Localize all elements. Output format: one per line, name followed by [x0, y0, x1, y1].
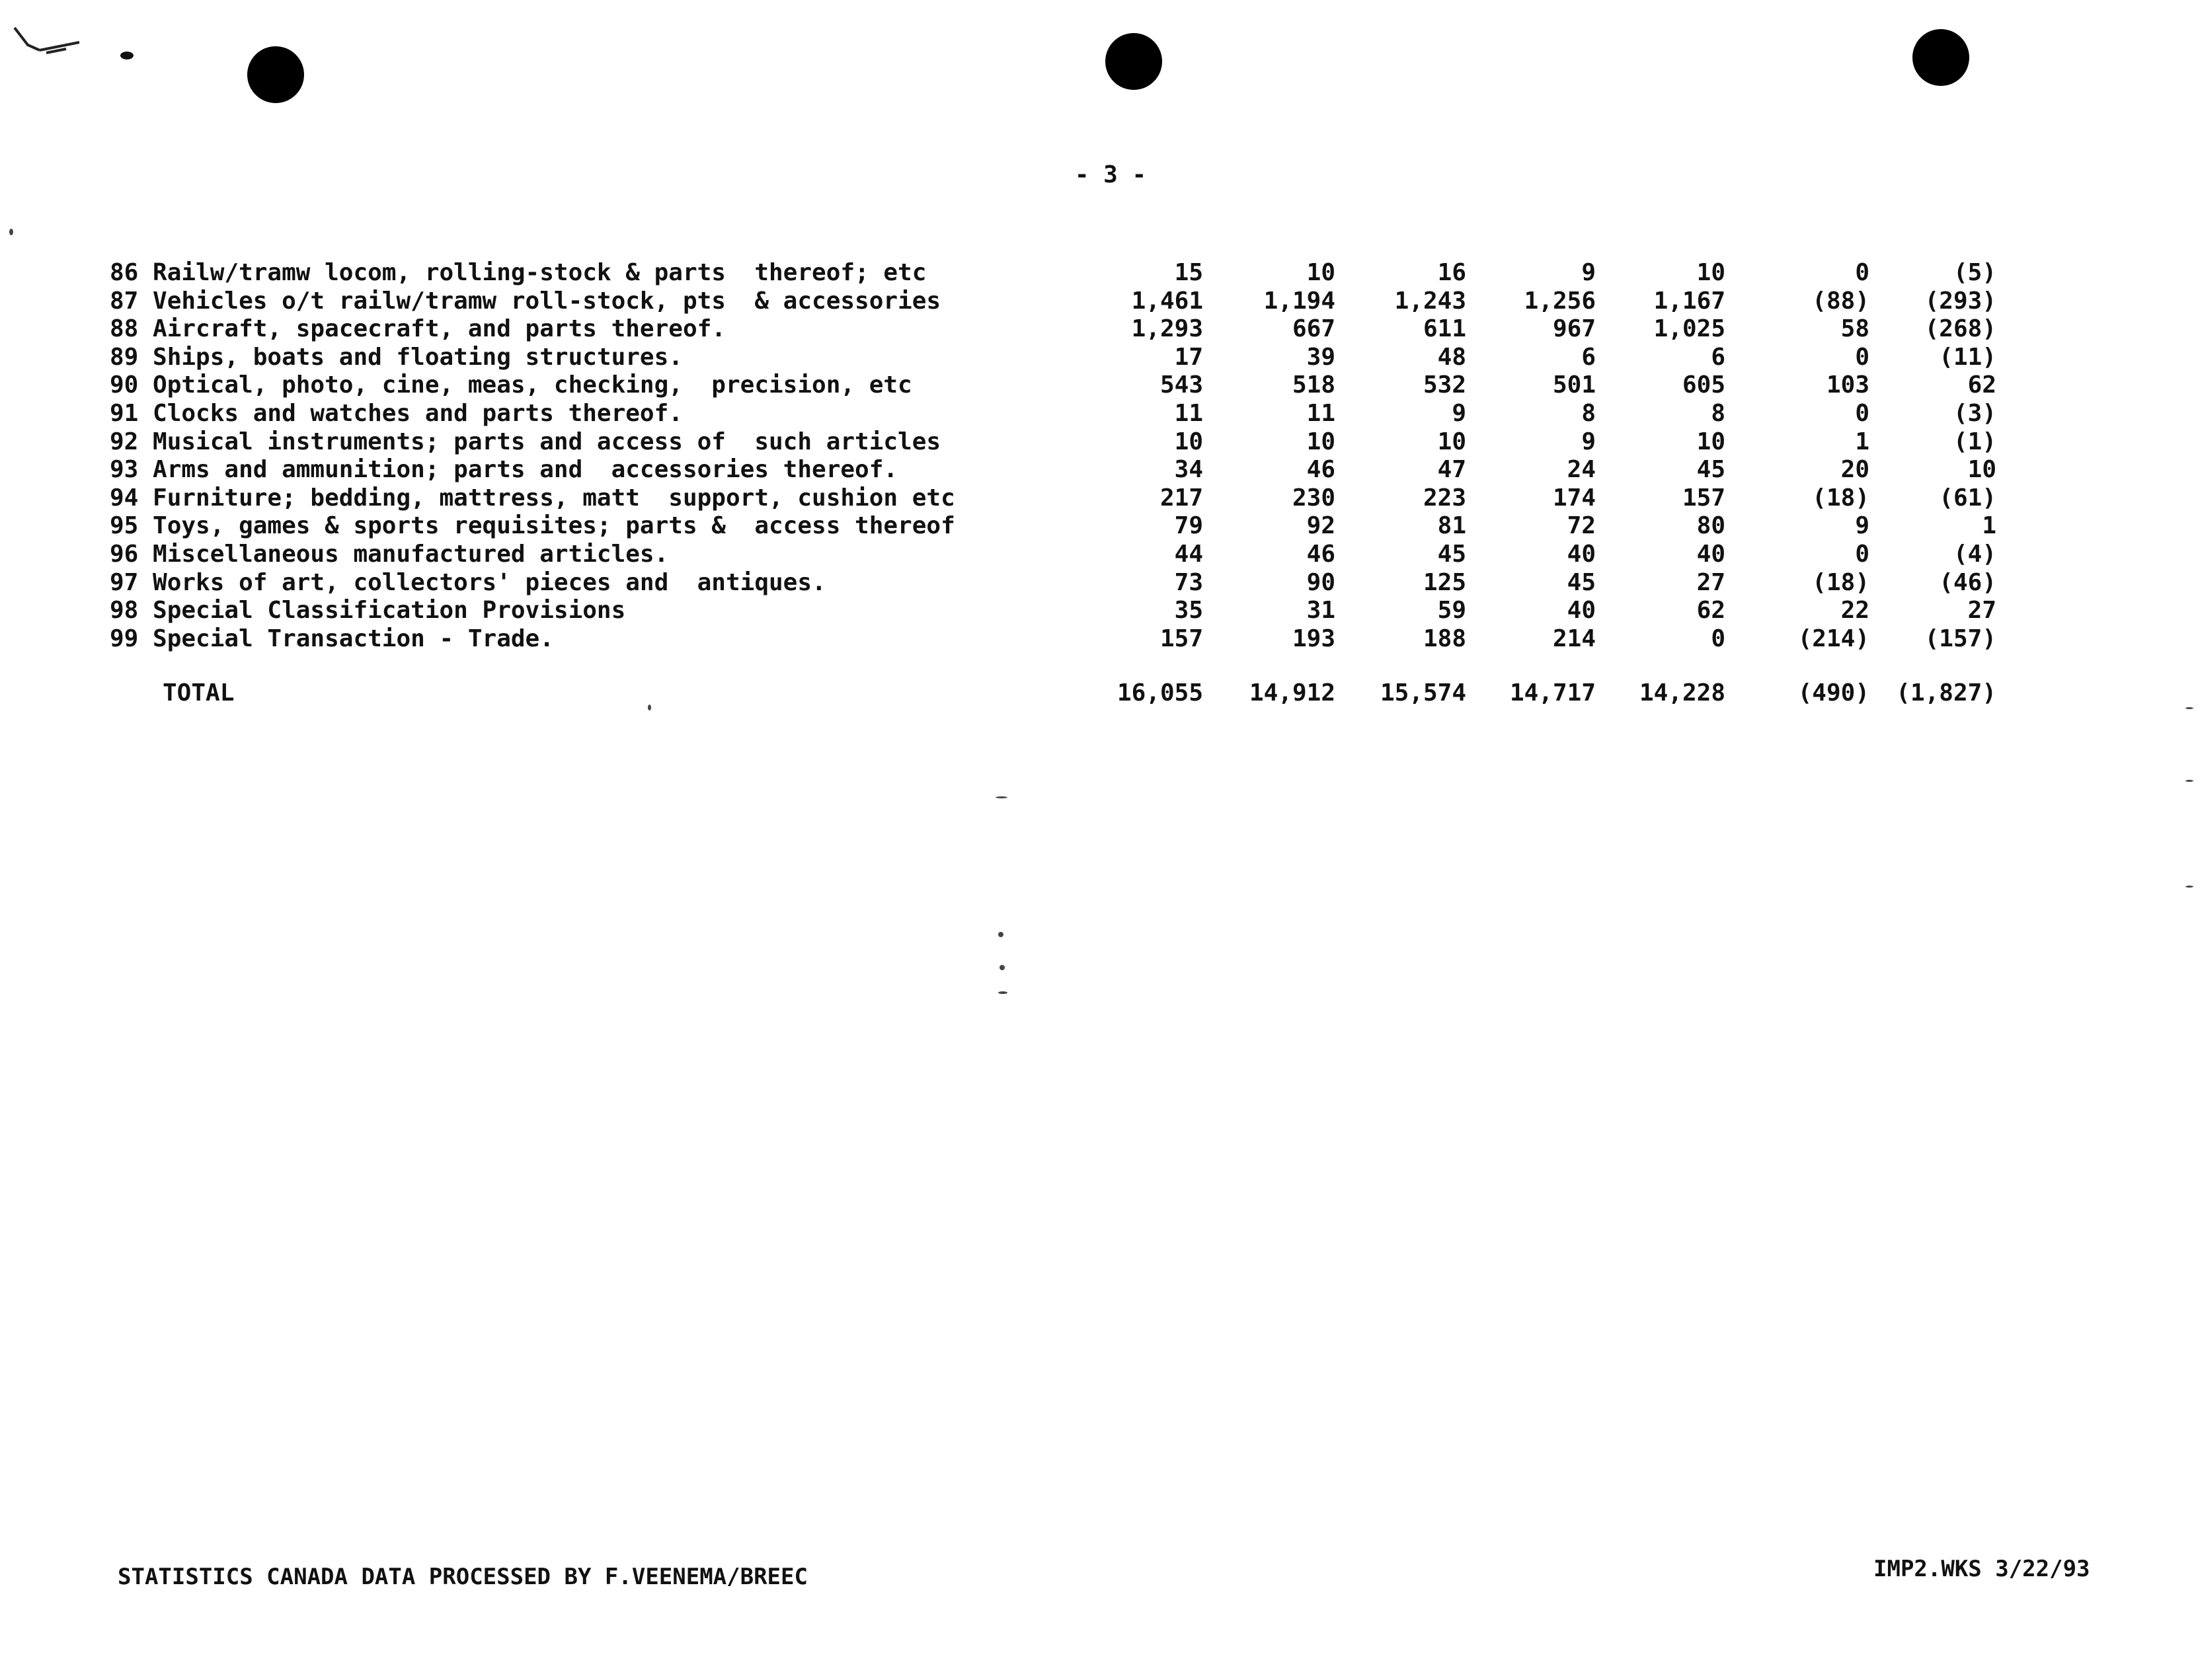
row-value: 1,293 [1131, 315, 1203, 342]
scan-speck [998, 991, 1007, 994]
row-value: 11 [1174, 400, 1203, 427]
row-value: (18) [1812, 484, 1869, 512]
row-value: 58 [1840, 315, 1869, 342]
row-value: (46) [1939, 569, 1996, 596]
table-row [0, 259, 2198, 287]
row-value: 9 [1581, 428, 1596, 455]
row-value: 22 [1840, 597, 1869, 624]
punch-hole [1912, 29, 1969, 86]
total-value: 14,717 [1509, 679, 1596, 706]
row-value: 1 [1982, 512, 1996, 539]
row-value: 40 [1567, 541, 1596, 568]
row-value: 10 [1696, 259, 1725, 286]
punch-hole [1105, 33, 1162, 90]
row-value: 9 [1581, 259, 1596, 286]
row-value: 45 [1437, 541, 1466, 568]
row-value: 193 [1292, 625, 1335, 652]
table-row [0, 541, 2198, 568]
table-row [0, 315, 2198, 343]
row-value: 1,194 [1263, 287, 1335, 315]
row-value: (268) [1924, 315, 1996, 342]
scan-speck [2185, 780, 2193, 782]
scan-speck [648, 705, 651, 710]
table-row [0, 484, 2198, 512]
table-row [0, 597, 2198, 625]
row-value: (18) [1812, 569, 1869, 596]
row-value: 17 [1174, 344, 1203, 371]
total-value: (490) [1797, 679, 1869, 706]
row-value: 59 [1437, 597, 1466, 624]
row-value: 8 [1711, 400, 1725, 427]
row-value: 16 [1437, 259, 1466, 286]
row-value: 10 [1306, 428, 1335, 455]
row-value: 62 [1967, 371, 1996, 399]
row-value: 174 [1552, 484, 1596, 512]
table-row [0, 512, 2198, 540]
total-value: 15,574 [1380, 679, 1466, 706]
table-row [0, 400, 2198, 428]
row-value: 125 [1423, 569, 1466, 596]
footer-source-note: STATISTICS CANADA DATA PROCESSED BY F.VEENEMA/BREEC [118, 1564, 808, 1590]
table-row [0, 569, 2198, 597]
total-value: 14,912 [1249, 679, 1335, 706]
total-value: (1,827) [1896, 679, 1996, 706]
row-value: 27 [1967, 597, 1996, 624]
table-row [0, 344, 2198, 371]
row-value: 217 [1159, 484, 1203, 512]
table-row [0, 371, 2198, 399]
row-value: 24 [1567, 456, 1596, 483]
row-value: (88) [1812, 287, 1869, 315]
row-value: (61) [1939, 484, 1996, 512]
row-value: 90 [1306, 569, 1335, 596]
row-value: 20 [1840, 456, 1869, 483]
row-value: 72 [1567, 512, 1596, 539]
row-value: 11 [1306, 400, 1335, 427]
scan-speck [998, 932, 1003, 937]
row-description: 88 Aircraft, spacecraft, and parts thereof. [110, 315, 726, 342]
row-value: 1,243 [1394, 287, 1466, 315]
table-row [0, 456, 2198, 484]
row-description: 90 Optical, photo, cine, meas, checking, precision, etc [110, 371, 912, 399]
row-value: 1,461 [1131, 287, 1203, 315]
row-value: 6 [1711, 344, 1725, 371]
row-value: 0 [1855, 259, 1869, 286]
row-value: 10 [1306, 259, 1335, 286]
row-value: 967 [1552, 315, 1596, 342]
table-row [0, 428, 2198, 456]
row-value: 10 [1967, 456, 1996, 483]
row-value: 46 [1306, 456, 1335, 483]
row-value: (4) [1953, 541, 1996, 568]
row-value: 501 [1552, 371, 1596, 399]
row-value: (3) [1953, 400, 1996, 427]
row-value: 80 [1696, 512, 1725, 539]
row-value: (1) [1953, 428, 1996, 455]
row-description: 97 Works of art, collectors' pieces and antiques. [110, 569, 826, 596]
row-description: 98 Special Classification Provisions [110, 597, 626, 624]
table-row [0, 625, 2198, 653]
row-value: 611 [1423, 315, 1466, 342]
row-description: 94 Furniture; bedding, mattress, matt support, cushion etc [110, 484, 955, 512]
row-value: (293) [1924, 287, 1996, 315]
row-value: 44 [1174, 541, 1203, 568]
row-value: 1,256 [1524, 287, 1596, 315]
total-label: TOTAL [163, 679, 235, 706]
row-value: (157) [1924, 625, 1996, 652]
row-value: 81 [1437, 512, 1466, 539]
row-value: 1,167 [1653, 287, 1725, 315]
row-description: 91 Clocks and watches and parts thereof. [110, 400, 683, 427]
row-value: (11) [1939, 344, 1996, 371]
row-value: 1 [1855, 428, 1869, 455]
page-number: - 3 - [1074, 161, 1147, 188]
row-value: 31 [1306, 597, 1335, 624]
pen-scribble-mark [13, 26, 139, 66]
row-value: 0 [1711, 625, 1725, 652]
row-description: 89 Ships, boats and floating structures. [110, 344, 683, 371]
row-description: 95 Toys, games & sports requisites; parts & access thereof [110, 512, 955, 539]
row-value: 532 [1423, 371, 1466, 399]
row-value: (5) [1953, 259, 1996, 286]
row-value: 543 [1159, 371, 1203, 399]
row-value: 46 [1306, 541, 1335, 568]
row-value: 8 [1581, 400, 1596, 427]
total-row [0, 679, 2198, 707]
row-value: 45 [1696, 456, 1725, 483]
row-value: 214 [1552, 625, 1596, 652]
row-value: 27 [1696, 569, 1725, 596]
row-description: 96 Miscellaneous manufactured articles. [110, 541, 669, 568]
scan-speck [996, 796, 1007, 798]
row-value: 6 [1581, 344, 1596, 371]
row-value: 10 [1696, 428, 1725, 455]
row-value: 62 [1696, 597, 1725, 624]
row-description: 87 Vehicles o/t railw/tramw roll-stock, pts & accessories [110, 287, 941, 315]
row-value: 157 [1159, 625, 1203, 652]
row-value: 0 [1855, 541, 1869, 568]
row-value: 15 [1174, 259, 1203, 286]
scan-speck [2185, 886, 2193, 888]
row-value: 1,025 [1653, 315, 1725, 342]
row-description: 99 Special Transaction - Trade. [110, 625, 554, 652]
row-value: 40 [1696, 541, 1725, 568]
row-value: 9 [1452, 400, 1466, 427]
row-value: (214) [1797, 625, 1869, 652]
row-value: 92 [1306, 512, 1335, 539]
row-value: 45 [1567, 569, 1596, 596]
row-value: 188 [1423, 625, 1466, 652]
row-value: 47 [1437, 456, 1466, 483]
scan-speck [1000, 965, 1005, 970]
row-value: 35 [1174, 597, 1203, 624]
scan-speck [9, 229, 13, 235]
row-value: 40 [1567, 597, 1596, 624]
row-value: 157 [1682, 484, 1725, 512]
row-value: 10 [1437, 428, 1466, 455]
total-value: 14,228 [1639, 679, 1725, 706]
row-description: 92 Musical instruments; parts and access of such articles [110, 428, 941, 455]
row-value: 103 [1826, 371, 1869, 399]
row-value: 223 [1423, 484, 1466, 512]
row-value: 518 [1292, 371, 1335, 399]
total-value: 16,055 [1117, 679, 1203, 706]
row-value: 10 [1174, 428, 1203, 455]
row-description: 93 Arms and ammunition; parts and accessories thereof. [110, 456, 898, 483]
row-value: 48 [1437, 344, 1466, 371]
row-value: 9 [1855, 512, 1869, 539]
punch-hole [247, 46, 304, 103]
row-value: 230 [1292, 484, 1335, 512]
row-value: 79 [1174, 512, 1203, 539]
scan-speck [2185, 707, 2193, 709]
row-description: 86 Railw/tramw locom, rolling-stock & parts thereof; etc [110, 259, 927, 286]
row-value: 39 [1306, 344, 1335, 371]
table-row [0, 287, 2198, 315]
footer-file-stamp: IMP2.WKS 3/22/93 [1873, 1556, 2090, 1582]
row-value: 0 [1855, 344, 1869, 371]
row-value: 34 [1174, 456, 1203, 483]
row-value: 667 [1292, 315, 1335, 342]
row-value: 0 [1855, 400, 1869, 427]
row-value: 73 [1174, 569, 1203, 596]
row-value: 605 [1682, 371, 1725, 399]
